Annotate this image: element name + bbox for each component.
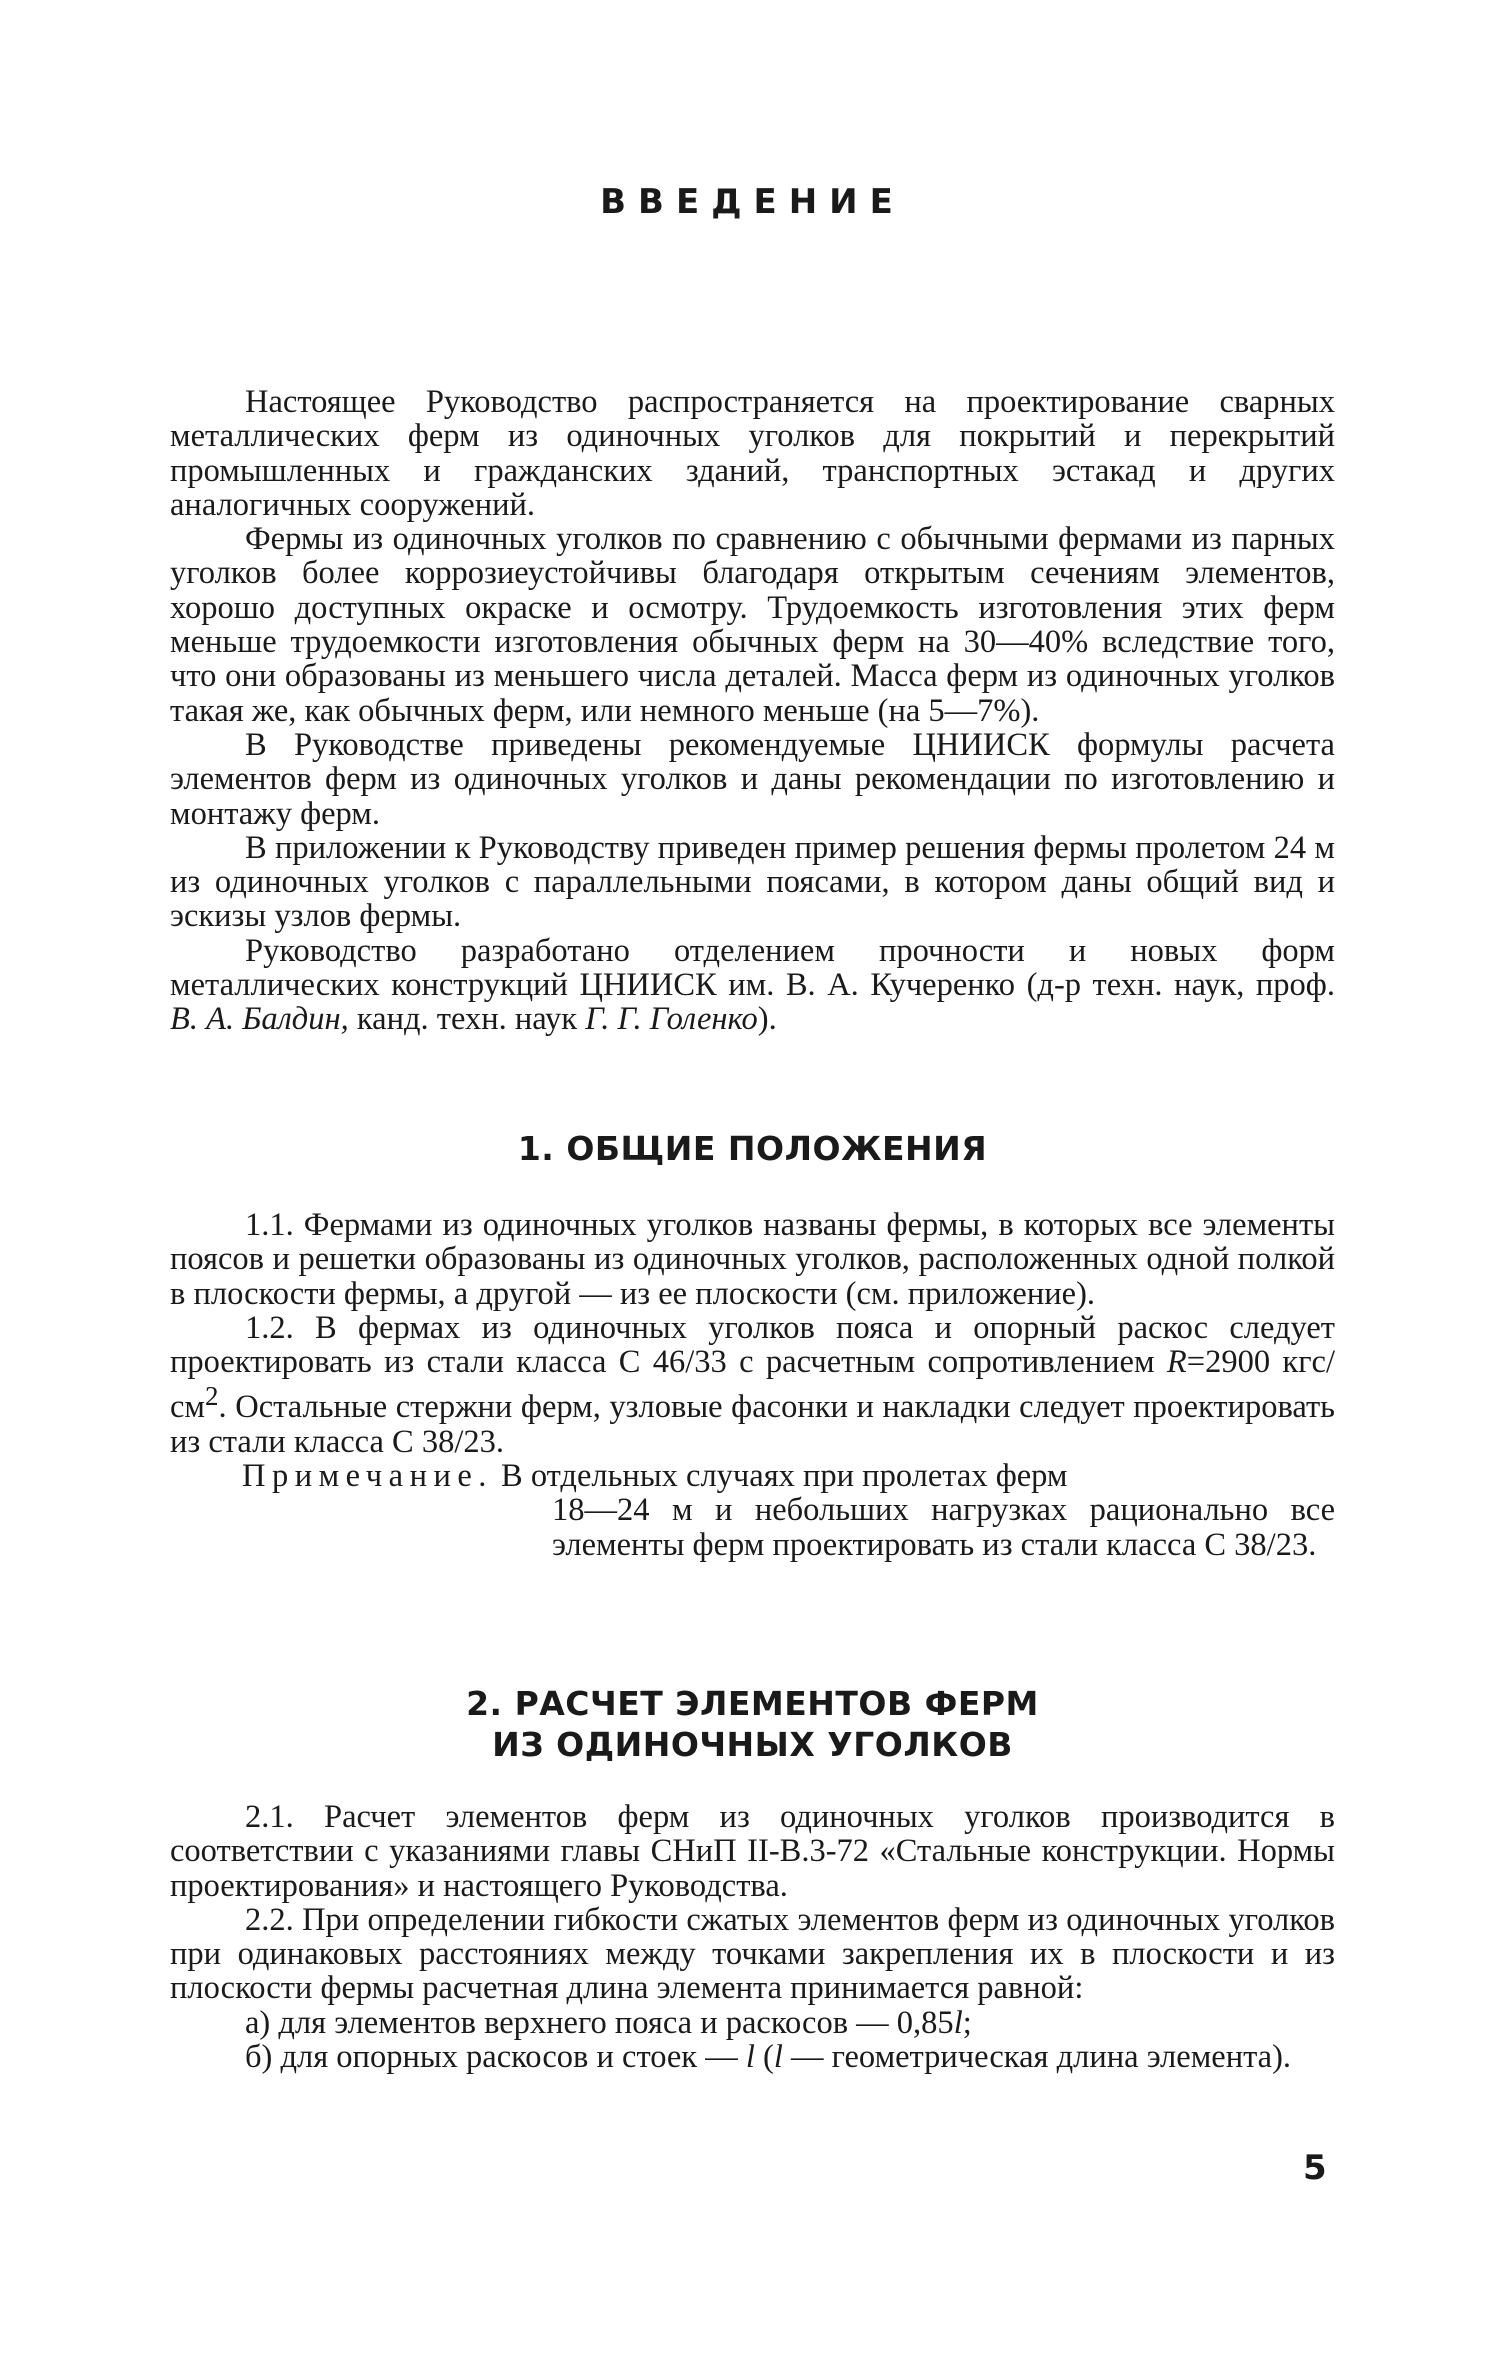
note-first-text: В отдельных случаях при пролетах ферм bbox=[501, 1457, 1068, 1494]
item-a-length-symbol: l bbox=[953, 2004, 963, 2041]
intro-paragraph-2: Фермы из одиночных уголков по сравнению с обычными фермами из парных уголков более коррозиеустойчивы благодаря открытым сечениям элементов, хорошо доступных окраске и осмотру. Трудоемкость изготовления этих ферм меньше трудоемкости изготовления обычных ферм на 30—40% вследствие того, что они образованы из меньшего числа деталей. Масса ферм из одиночных уголков такая же, как обычных ферм, или немного меньше (на 5—7%). bbox=[170, 521, 1335, 729]
unit-superscript: 2 bbox=[205, 1381, 219, 1412]
clause-1-2-part-c: . Остальные стержни ферм, узловые фасонки и накладки следует проектировать из стали класса С 38/23. bbox=[170, 1389, 1335, 1460]
note-block bbox=[170, 1459, 1335, 1562]
authors-text: Руководство разработано отделением прочности и новых форм металлических конструкций ЦНИИСК им. В. А. Кучеренко (д-р техн. наук, проф. bbox=[170, 932, 1335, 1004]
item-a-text: а) для элементов верхнего пояса и раскосов — 0,85 bbox=[245, 2004, 954, 2041]
item-b-text: б) для опорных раскосов и стоек — bbox=[245, 2039, 738, 2076]
intro-section bbox=[170, 385, 1335, 1037]
section-2 bbox=[170, 1800, 1335, 2074]
section-2-title-line-2: ИЗ ОДИНОЧНЫХ УГОЛКОВ bbox=[492, 1725, 1013, 1764]
clause-1-2-part-a: 1.2. В фермах из одиночных уголков пояса и опорный раскос следует проектировать из стали класса С 46/33 с расчетным сопротивлением bbox=[170, 1309, 1335, 1381]
resistance-symbol: R bbox=[1166, 1344, 1187, 1381]
intro-paragraph-1: Настоящее Руководство распространяется на проектирование сварных металлических ферм из одиночных уголков для покрытий и перекрытий промышленных и гражданских зданий, транспортных эстакад и других аналогичных сооружений. bbox=[170, 384, 1335, 523]
authors-end: ). bbox=[757, 1001, 777, 1038]
section-1-title: 1. ОБЩИЕ ПОЛОЖЕНИЯ bbox=[517, 1129, 988, 1168]
item-b-length-symbol-2: l bbox=[773, 2039, 783, 2076]
section-2-title-line-1: 2. РАСЧЕТ ЭЛЕМЕНТОВ ФЕРМ bbox=[466, 1684, 1039, 1723]
intro-paragraph-4: В приложении к Руководству приведен пример решения фермы пролетом 24 м из одиночных уголков с параллельными поясами, в котором даны общий вид и эскизы узлов фермы. bbox=[170, 829, 1335, 935]
intro-paragraph-authors bbox=[170, 934, 1335, 1037]
clause-2-2-item-b bbox=[170, 2040, 1335, 2074]
clause-1-2 bbox=[170, 1311, 1335, 1459]
intro-paragraph-3: В Руководстве приведены рекомендуемые ЦНИИСК формулы расчета элементов ферм из одиночных уголков и даны рекомендации по изготовлению и монтажу ферм. bbox=[170, 726, 1335, 832]
clause-1-1: 1.1. Фермами из одиночных уголков названы фермы, в которых все элементы поясов и решетки образованы из одиночных уголков, расположенных одной полкой в плоскости фермы, а другой — из ее плоскости (см. приложение). bbox=[170, 1207, 1335, 1312]
note-body: 18—24 м и небольших нагрузках рационально все элементы ферм проектировать из стали класса С 38/23. bbox=[552, 1492, 1335, 1563]
clause-1-2-part-b: =2900 кгс/см bbox=[170, 1344, 1335, 1426]
note-label: Примечание. bbox=[242, 1457, 493, 1494]
clause-2-2-item-a bbox=[170, 2006, 1335, 2040]
item-b-open: ( bbox=[763, 2039, 774, 2076]
authors-degree: канд. техн. наук bbox=[356, 1001, 578, 1038]
item-a-end: ; bbox=[962, 2004, 972, 2041]
author-golenko: Г. Г. Голенко bbox=[585, 1001, 758, 1038]
note-first-line bbox=[170, 1459, 1335, 1493]
author-baldin: В. А. Балдин, bbox=[170, 1001, 349, 1038]
clause-2-1: 2.1. Расчет элементов ферм из одиночных уголков производится в соответствии с указаниями главы СНиП II-В.3-72 «Стальные конструкции. Нормы проектирования» и настоящего Руководства. bbox=[170, 1799, 1335, 1904]
item-b-rest: — геометрическая длина элемента). bbox=[790, 2039, 1292, 2076]
section-2-title bbox=[170, 1683, 1335, 1765]
page-number: 5 bbox=[1303, 2148, 1327, 2188]
item-b-length-symbol: l bbox=[745, 2039, 755, 2076]
section-1 bbox=[170, 1208, 1335, 1562]
intro-title: ВВЕДЕНИЕ bbox=[600, 182, 905, 222]
clause-2-2: 2.2. При определении гибкости сжатых элементов ферм из одиночных уголков при одинаковых расстояниях между точками закрепления их в плоскости и из плоскости фермы расчетная длина элемента принимается равной: bbox=[170, 1901, 1335, 2007]
